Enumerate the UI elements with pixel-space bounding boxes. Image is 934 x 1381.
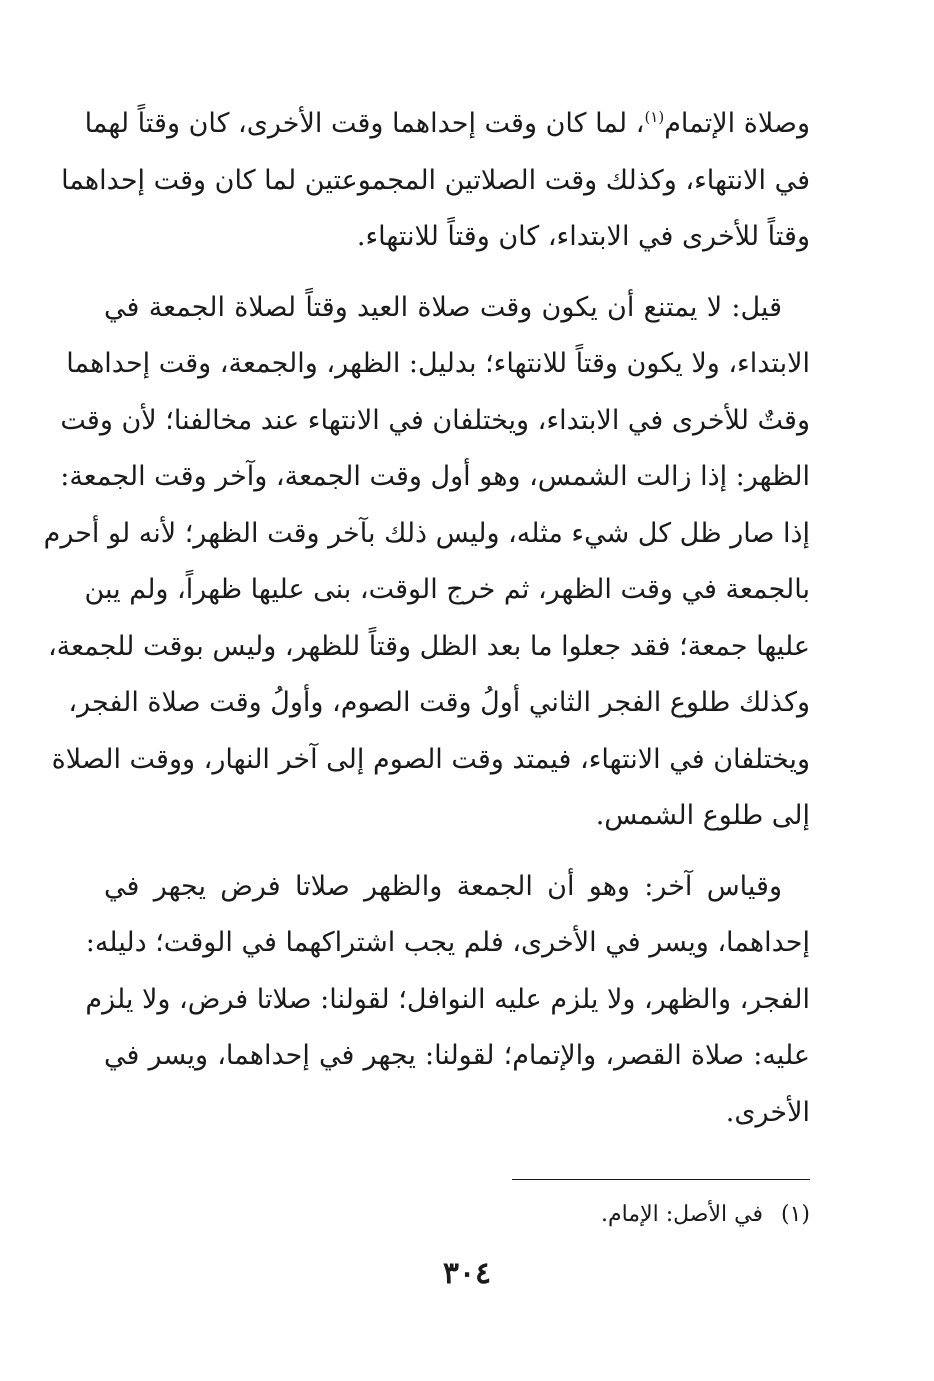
footnote-text: في الأصل: الإمام. [600,1202,763,1227]
text-line [84,96,810,153]
footnote [210,1198,810,1232]
footnote-divider [512,1179,810,1180]
text-line: قيل: لا يمتنع أن يكون وقت صلاة العيد وقتاً لصلاة الجمعة في [104,291,782,323]
page-number: ٣٠٤ [442,1256,492,1291]
text-line: عليها جمعة؛ فقد جعلوا ما بعد الظل وقتاً للظهر، وليس بوقت للجمعة، [47,630,810,662]
text-line: وكذلك طلوع الفجر الثاني أولُ وقت الصوم، وأولُ وقت صلاة الفجر، [68,687,810,718]
footnote-number: (١) [780,1202,810,1227]
text-line: ويختلفان في الانتهاء، فيمتد وقت الصوم إلى آخر النهار، ووقت الصلاة [51,743,810,775]
text-line: عليه: صلاة القصر، والإتمام؛ لقولنا: يجهر في إحداهما، ويسر في [104,1040,810,1071]
text-line: الابتداء، ولا يكون وقتاً للانتهاء؛ بدليل: الظهر، والجمعة، وقت إحداهما [66,348,810,379]
text-line: الأخرى. [725,1096,810,1128]
text-line: في الانتهاء، وكذلك وقت الصلاتين المجموعتين لما كان وقت إحداهما [61,164,810,196]
text-line: الظهر: إذا زالت الشمس، وهو أول وقت الجمعة، وآخر وقت الجمعة: [60,461,810,492]
text-line: وقتاً للأخرى في الابتداء، كان وقتاً للانتهاء. [356,221,810,252]
text-line: بالجمعة في وقت الظهر، ثم خرج الوقت، بنى عليها ظهراً، ولم يبن [84,574,810,605]
footnote-reference: (١) [644,108,665,126]
text-line: وقياس آخر: وهو أن الجمعة والظهر صلاتا فرض يجهر في [104,870,782,902]
text-line: إحداهما، ويسر في الأخرى، فلم يجب اشتراكهما في الوقت؛ دليله: [85,927,810,958]
text-segment: وصلاة الإتمام [664,108,810,139]
text-segment: ، لما كان وقت إحداهما وقت الأخرى، كان وقتاً لهما [84,108,645,139]
text-line: إذا صار ظل كل شيء مثله، وليس ذلك بآخر وقت الظهر؛ لأنه لو أحرم [43,517,810,549]
text-line: الفجر، والظهر، ولا يلزم عليه النوافل؛ لقولنا: صلاتا فرض، ولا يلزم [85,983,810,1015]
body-text [43,96,810,1141]
text-line: إلى طلوع الشمس. [595,800,810,831]
text-line: وقتٌ للأخرى في الابتداء، ويختلفان في الانتهاء عند مخالفنا؛ لأن وقت [60,404,810,436]
